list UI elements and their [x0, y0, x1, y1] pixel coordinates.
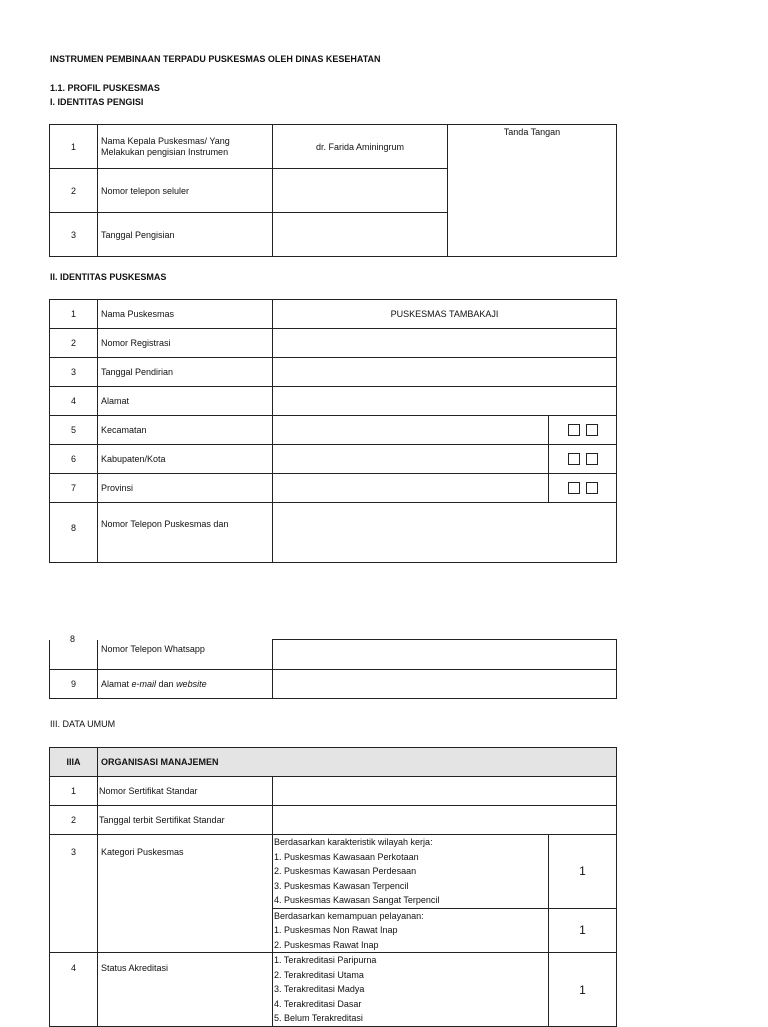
row-number: 6: [50, 445, 98, 474]
tanggal-pendirian-value[interactable]: [273, 358, 617, 387]
row-label: Provinsi: [98, 474, 273, 503]
kategori-pelayanan-options: [273, 908, 549, 953]
table-row: [50, 474, 617, 503]
row-label: Tanggal Pengisian: [98, 213, 273, 257]
table-row: [50, 953, 617, 1027]
table-row: [50, 777, 617, 806]
provinsi-checkboxes: [549, 474, 617, 503]
row-number: 9: [50, 670, 98, 699]
row-label: Alamat e-mail dan website: [98, 670, 273, 699]
option-item: 1. Terakreditasi Paripurna: [274, 955, 377, 966]
row-label: Tanggal terbit Sertifikat Standar: [98, 806, 273, 835]
kepala-puskesmas-value[interactable]: dr. Farida Aminingrum: [273, 125, 448, 169]
kategori-pelayanan-value[interactable]: 1: [549, 908, 617, 953]
option-item: 2. Puskesmas Rawat Inap: [274, 939, 379, 950]
option-item: 2. Puskesmas Kawasan Perdesaan: [274, 866, 417, 876]
nama-puskesmas-value[interactable]: PUSKESMAS TAMBAKAJI: [273, 300, 617, 329]
option-item: 1. Puskesmas Kawasaan Perkotaan: [274, 851, 419, 862]
identitas-puskesmas-table-cont: [49, 639, 617, 699]
row-number: 2: [50, 329, 98, 358]
table-row: [50, 300, 617, 329]
nomor-sertifikat-value[interactable]: [273, 777, 617, 806]
row-number: 3: [50, 358, 98, 387]
tanggal-sertifikat-value[interactable]: [273, 806, 617, 835]
section-identitas-pengisi-heading: I. IDENTITAS PENGISI: [50, 97, 144, 107]
option-item: 4. Puskesmas Kawasan Sangat Terpencil: [274, 895, 440, 905]
nomor-registrasi-value[interactable]: [273, 329, 617, 358]
row-number: 3: [50, 835, 98, 953]
table-row: [50, 387, 617, 416]
row-number: 2: [50, 169, 98, 213]
kecamatan-checkboxes: [549, 416, 617, 445]
table-row: [50, 329, 617, 358]
checkbox[interactable]: [586, 453, 598, 465]
row-number: 7: [50, 474, 98, 503]
kabupaten-checkboxes: [549, 445, 617, 474]
option-item: 1. Puskesmas Non Rawat Inap: [274, 925, 398, 935]
row-label: Nama Kepala Puskesmas/ Yang Melakukan pengisian Instrumen: [98, 125, 273, 169]
kategori-wilayah-value[interactable]: 1: [549, 835, 617, 909]
table-row: [50, 503, 617, 563]
option-item: 4. Terakreditasi Dasar: [274, 998, 362, 1009]
checkbox[interactable]: [568, 482, 580, 494]
row-number: 2: [50, 806, 98, 835]
row-number: 1: [50, 300, 98, 329]
kategori-wilayah-options: [273, 835, 549, 909]
checkbox[interactable]: [568, 453, 580, 465]
table-row: [50, 445, 617, 474]
row-label: Nomor Telepon Puskesmas dan: [98, 503, 273, 563]
section-data-umum-heading: III. DATA UMUM: [50, 719, 116, 729]
email-website-value[interactable]: [273, 670, 617, 699]
option-heading: Berdasarkan karakteristik wilayah kerja:: [274, 837, 433, 847]
section-profil-heading: 1.1. PROFIL PUSKESMAS: [50, 83, 160, 93]
row-label: Nama Puskesmas: [98, 300, 273, 329]
akreditasi-value[interactable]: 1: [549, 953, 617, 1027]
section-title: ORGANISASI MANAJEMEN: [98, 748, 617, 777]
option-item: 3. Terakreditasi Madya: [274, 984, 365, 995]
section-identitas-puskesmas-heading: II. IDENTITAS PUSKESMAS: [50, 272, 167, 282]
row-label: Nomor Registrasi: [98, 329, 273, 358]
row-label: Tanggal Pendirian: [98, 358, 273, 387]
table-row: [50, 835, 617, 909]
row-label: Nomor Telepon Whatsapp: [98, 640, 273, 670]
data-umum-table: [49, 747, 617, 1027]
row-label: Status Akreditasi: [98, 953, 273, 1027]
option-heading: Berdasarkan kemampuan pelayanan:: [274, 910, 424, 921]
checkbox[interactable]: [568, 424, 580, 436]
row-label: Kategori Puskesmas: [98, 835, 273, 953]
table-row: [50, 416, 617, 445]
kabupaten-value[interactable]: [273, 445, 549, 474]
option-item: 3. Puskesmas Kawasan Terpencil: [274, 880, 409, 891]
table-row: [50, 806, 617, 835]
row-label: Nomor telepon seluler: [98, 169, 273, 213]
row-label: Kabupaten/Kota: [98, 445, 273, 474]
row-number: 8: [50, 503, 98, 563]
akreditasi-options: [273, 953, 549, 1027]
row-number: 4: [50, 953, 98, 1027]
checkbox[interactable]: [586, 482, 598, 494]
kecamatan-value[interactable]: [273, 416, 549, 445]
nomor-telepon-value[interactable]: [273, 503, 617, 563]
option-item: 5. Belum Terakreditasi: [274, 1013, 363, 1024]
row-number-fragment: 8: [70, 634, 76, 644]
page-2-clip: [0, 634, 768, 710]
row-number: 1: [50, 777, 98, 806]
option-item: 2. Terakreditasi Utama: [274, 969, 364, 980]
signature-label: Tanda Tangan: [503, 127, 561, 137]
table-row: [50, 670, 617, 699]
alamat-value[interactable]: [273, 387, 617, 416]
row-label: Alamat: [98, 387, 273, 416]
row-number: 1: [50, 125, 98, 169]
checkbox[interactable]: [586, 424, 598, 436]
whatsapp-value[interactable]: [273, 640, 617, 670]
row-number: 5: [50, 416, 98, 445]
table-row: [50, 640, 617, 670]
section-code: IIIA: [50, 748, 98, 777]
table-header-row: [50, 748, 617, 777]
row-number: 4: [50, 387, 98, 416]
row-label: Nomor Sertifikat Standar: [98, 777, 273, 806]
row-number: 3: [50, 213, 98, 257]
provinsi-value[interactable]: [273, 474, 549, 503]
document-title: INSTRUMEN PEMBINAAN TERPADU PUSKESMAS OLEH DINAS KESEHATAN: [50, 54, 381, 64]
identitas-puskesmas-table: [49, 299, 617, 563]
table-row: [50, 358, 617, 387]
row-label: Kecamatan: [98, 416, 273, 445]
